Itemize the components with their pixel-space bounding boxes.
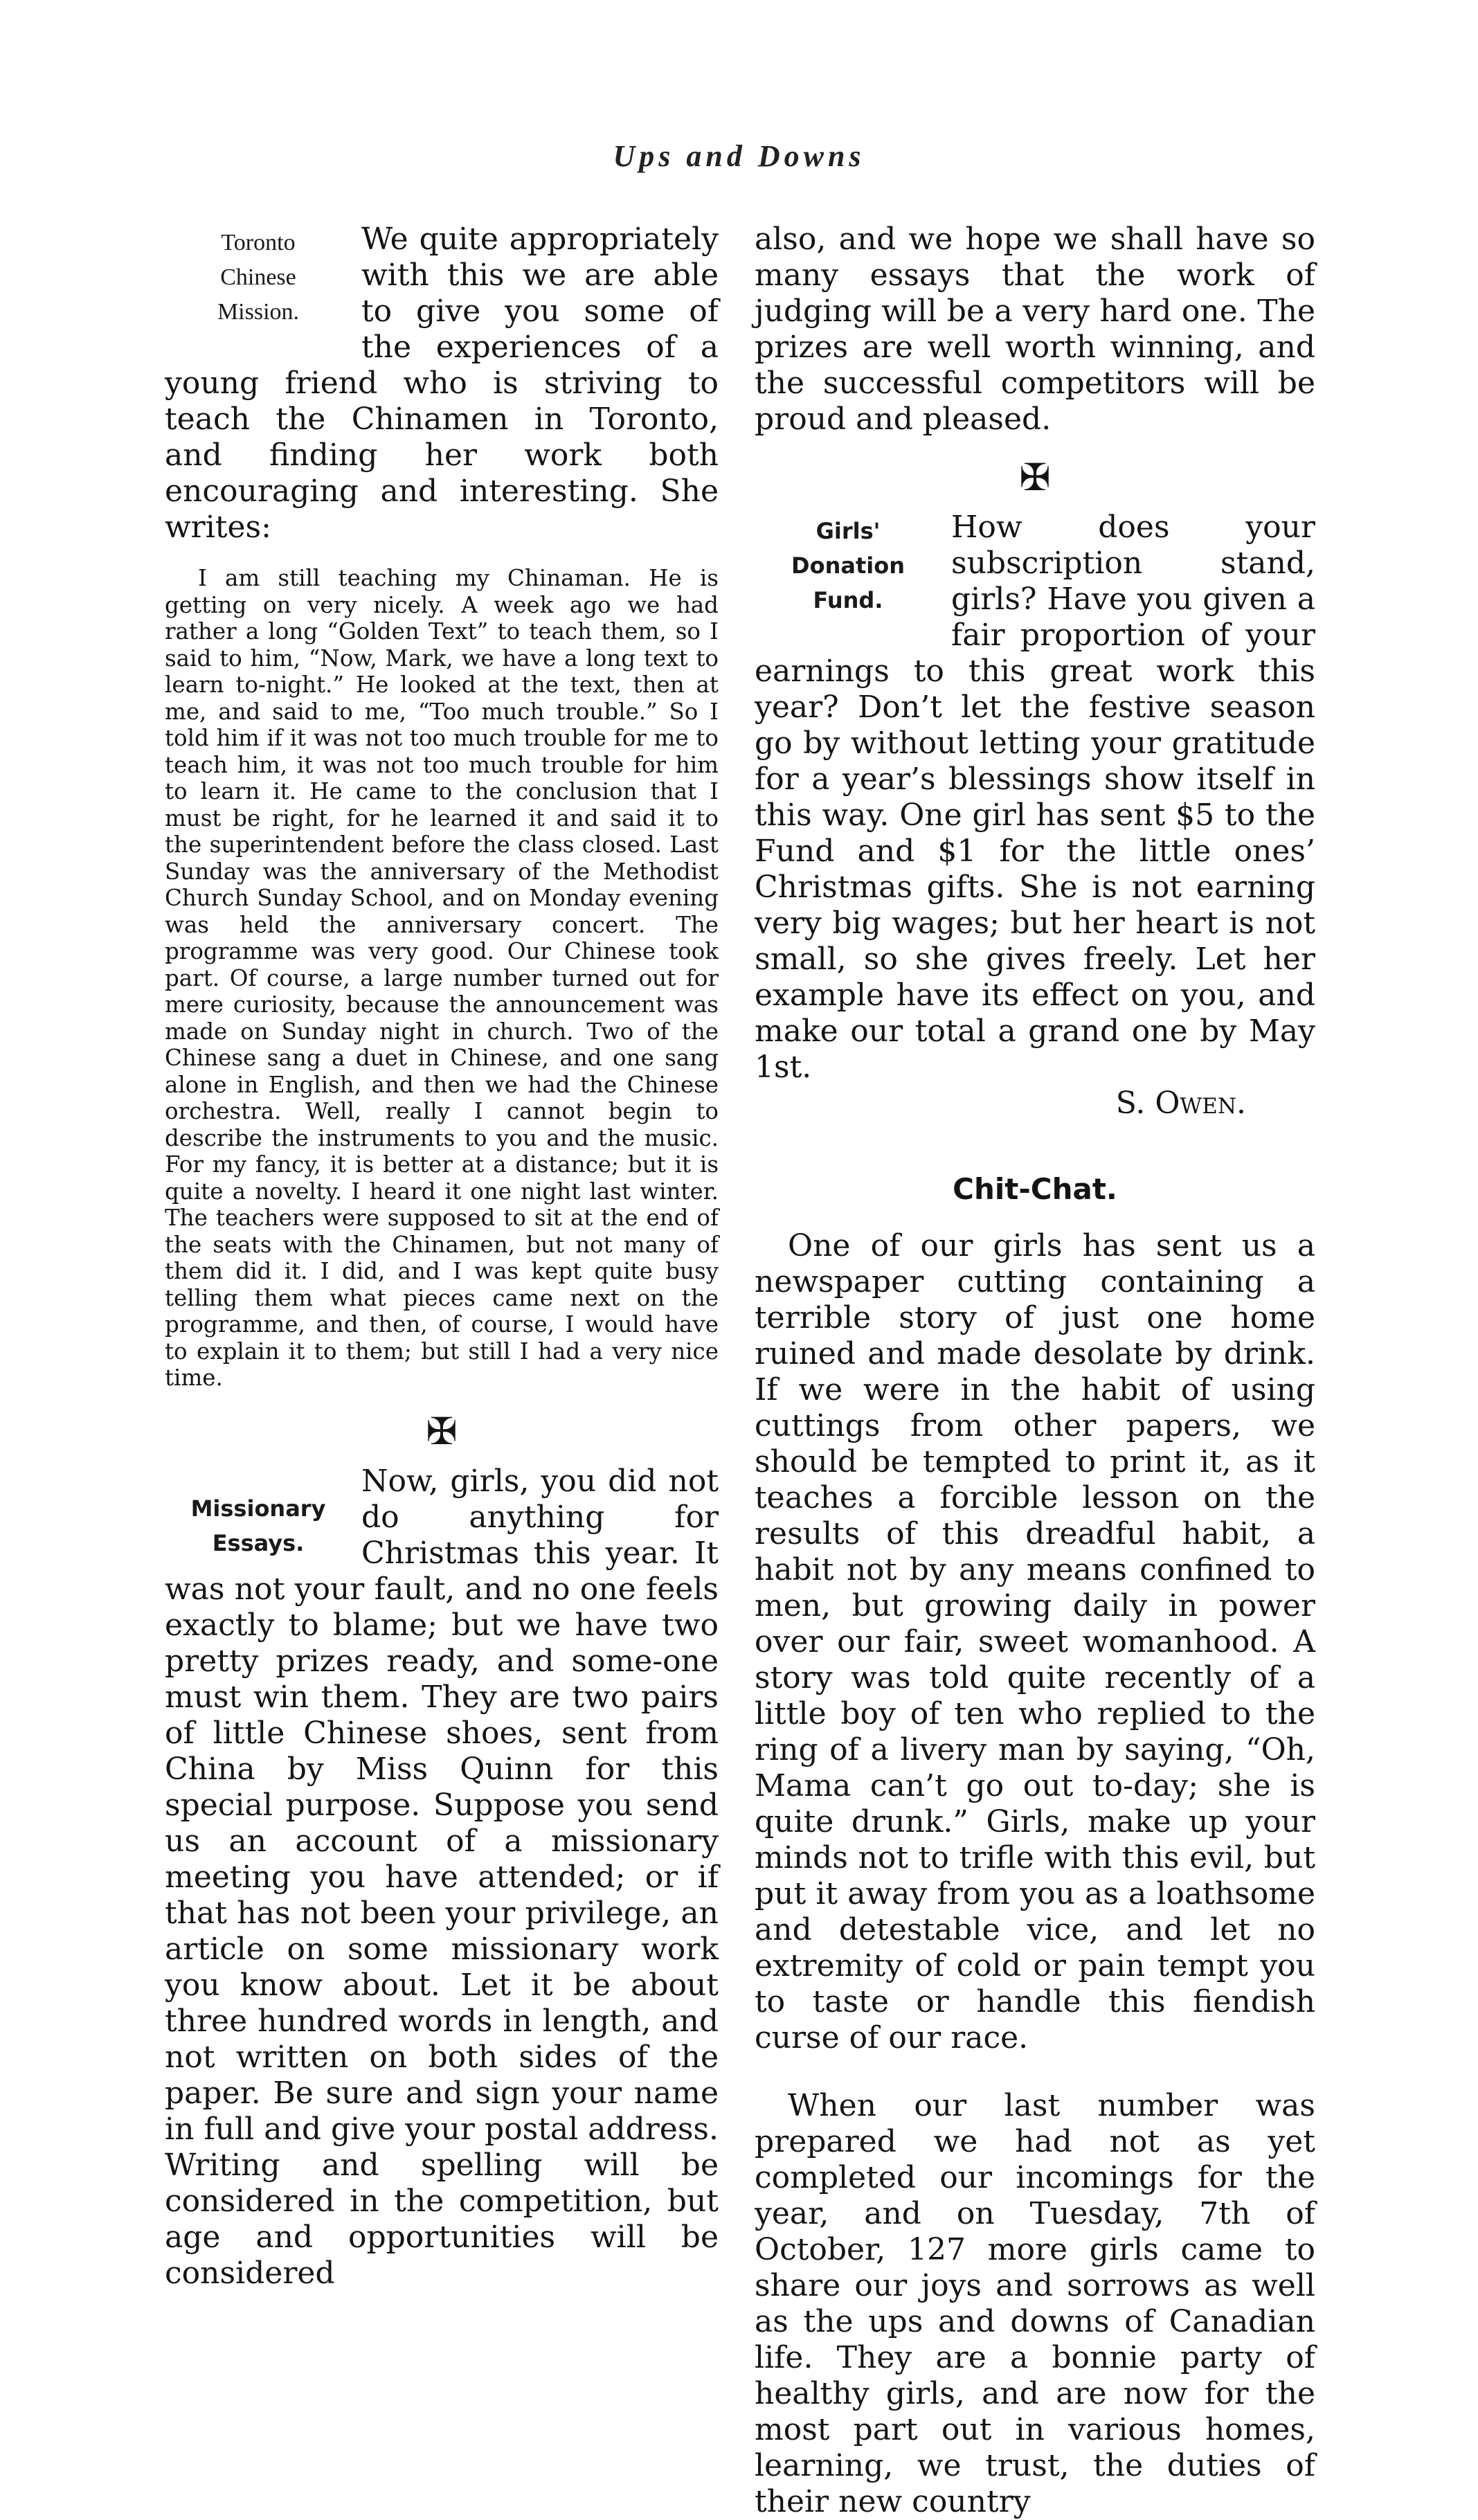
ornament-icon: ✠	[426, 1409, 458, 1453]
paragraph-gap	[755, 2056, 1315, 2088]
right-column	[755, 222, 1315, 2520]
mission-intro: We quite appropriately with this we are able to give you some of the experiences of a young friend who is striving to teach the Chinamen in Toronto, and finding her work both encouraging and interesting. She writes:	[165, 222, 719, 545]
chitchat-paragraph: When our last number was prepared we had not as yet completed our incomings for the year, and on Tuesday, 7th of October, 127 more girls came to share our joys and sorrows as well as the ups and downs of Canadian life. They are a bonnie party of healthy girls, and are now for the most part out in various homes, learning, we trust, the duties of their new country	[755, 2088, 1315, 2519]
section-chinese-mission	[165, 222, 719, 1392]
sidehead-chinese-mission	[165, 226, 352, 330]
sidehead-line: Essays.	[212, 1529, 305, 1556]
essays-continued: also, and we hope we shall have so many essays that the work of judging will be a very hard one. The prizes are well worth winning, and the successful competitors will be proud and pleased.	[755, 222, 1315, 437]
mission-letter: I am still teaching my Chinaman. He is getting on very nicely. A week ago we had rather a long “Golden Text” to teach them, so I said to him, “Now, Mark, we have a long text to learn to-night.” He looked at the text, then at me, and said to me, “Too much trouble.” So I told him if it was not too much trouble for me to teach him, it was not too much trouble for him to learn it. He came to the conclusion that I must be right, for he learned it and said it to the superintendent before the class closed. Last Sunday was the anniversary of the Methodist Church Sunday School, and on Monday evening was held the anniversary concert. The programme was very good. Our Chinese took part. Of course, a large number turned out for mere curiosity, because the announcement was made on Sunday night in church. Two of the Chinese sang a duet in Chinese, and one sang alone in English, and then we had the Chinese orchestra. Well, really I cannot begin to describe the instruments to you and the music. For my fancy, it is better at a distance; but it is quite a novelty. I heard it one night last winter. The teachers were supposed to sit at the end of the seats with the Chinamen, but not many of them did it. I did, and I was kept quite busy telling them what pieces came next on the programme, and then, of course, I would have to explain it to them; but still I had a very nice time.	[165, 565, 719, 1391]
chitchat-paragraph: One of our girls has sent us a newspaper cutting containing a terrible story of just one home ruined and made desolate by drink. If we were in the habit of using cuttings from other papers, we should be tempted to print it, as it teaches a forcible lesson on the results of this dreadful habit, a habit not by any means confined to men, but growing daily in power over our fair, sweet womanhood. A story was told quite recently of a little boy of ten who replied to the ring of a livery man by saying, “Oh, Mama can’t go out to-day; she is quite drunk.” Girls, make up your minds not to trifle with this evil, but put it away from you as a loathsome and detestable vice, and let no extremity of cold or pain tempt you to taste or handle this fiendish curse of our race.	[755, 1228, 1315, 2055]
sidehead-donation-fund	[755, 514, 941, 618]
sidehead-line: Chinese	[220, 264, 296, 290]
sidehead-missionary-essays	[165, 1491, 352, 1560]
sidehead-line: Mission.	[217, 299, 300, 325]
sidehead-line: Fund.	[813, 587, 883, 613]
chitchat-heading: Chit-Chat.	[953, 1172, 1117, 1206]
ornament-icon: ✠	[1019, 456, 1051, 499]
donation-signature: S. Owen.	[1115, 1086, 1246, 1121]
section-donation-fund	[755, 510, 1315, 1122]
donation-text: How does your subscription stand, girls? Have you given a fair proportion of your earnings to this great work this year? Don’t let the festive season go by without letting your gratitude for a year’s blessings show itself in this way. One girl has sent $5 to the Fund and $1 for the little ones’ Christmas gifts. She is not earning very big wages; but her heart is not small, so she gives freely. Let her example have its effect on you, and make our total a grand one by May 1st.	[755, 510, 1315, 1085]
sidehead-line: Missionary	[190, 1495, 326, 1522]
running-head: Ups and Downs	[613, 139, 865, 173]
left-column	[165, 222, 719, 2310]
sidehead-line: Toronto	[221, 230, 296, 255]
sidehead-line: Girls'	[815, 518, 881, 544]
sidehead-line: Donation	[791, 552, 905, 579]
section-missionary-essays	[165, 1464, 719, 2292]
essays-text: Now, girls, you did not do anything for Christmas this year. It was not your fault, and no one feels exactly to blame; but we have two pretty prizes ready, and some-one must win them. They are two pairs of little Chinese shoes, sent from China by Miss Quinn for this special purpose. Suppose you send us an account of a missionary meeting you have attended; or if that has not been your privilege, an article on some missionary work you know about. Let it be about three hundred words in length, and not written on both sides of the paper. Be sure and sign your name in full and give your postal address. Writing and spelling will be considered in the competition, but age and opportunities will be considered	[165, 1463, 719, 2291]
